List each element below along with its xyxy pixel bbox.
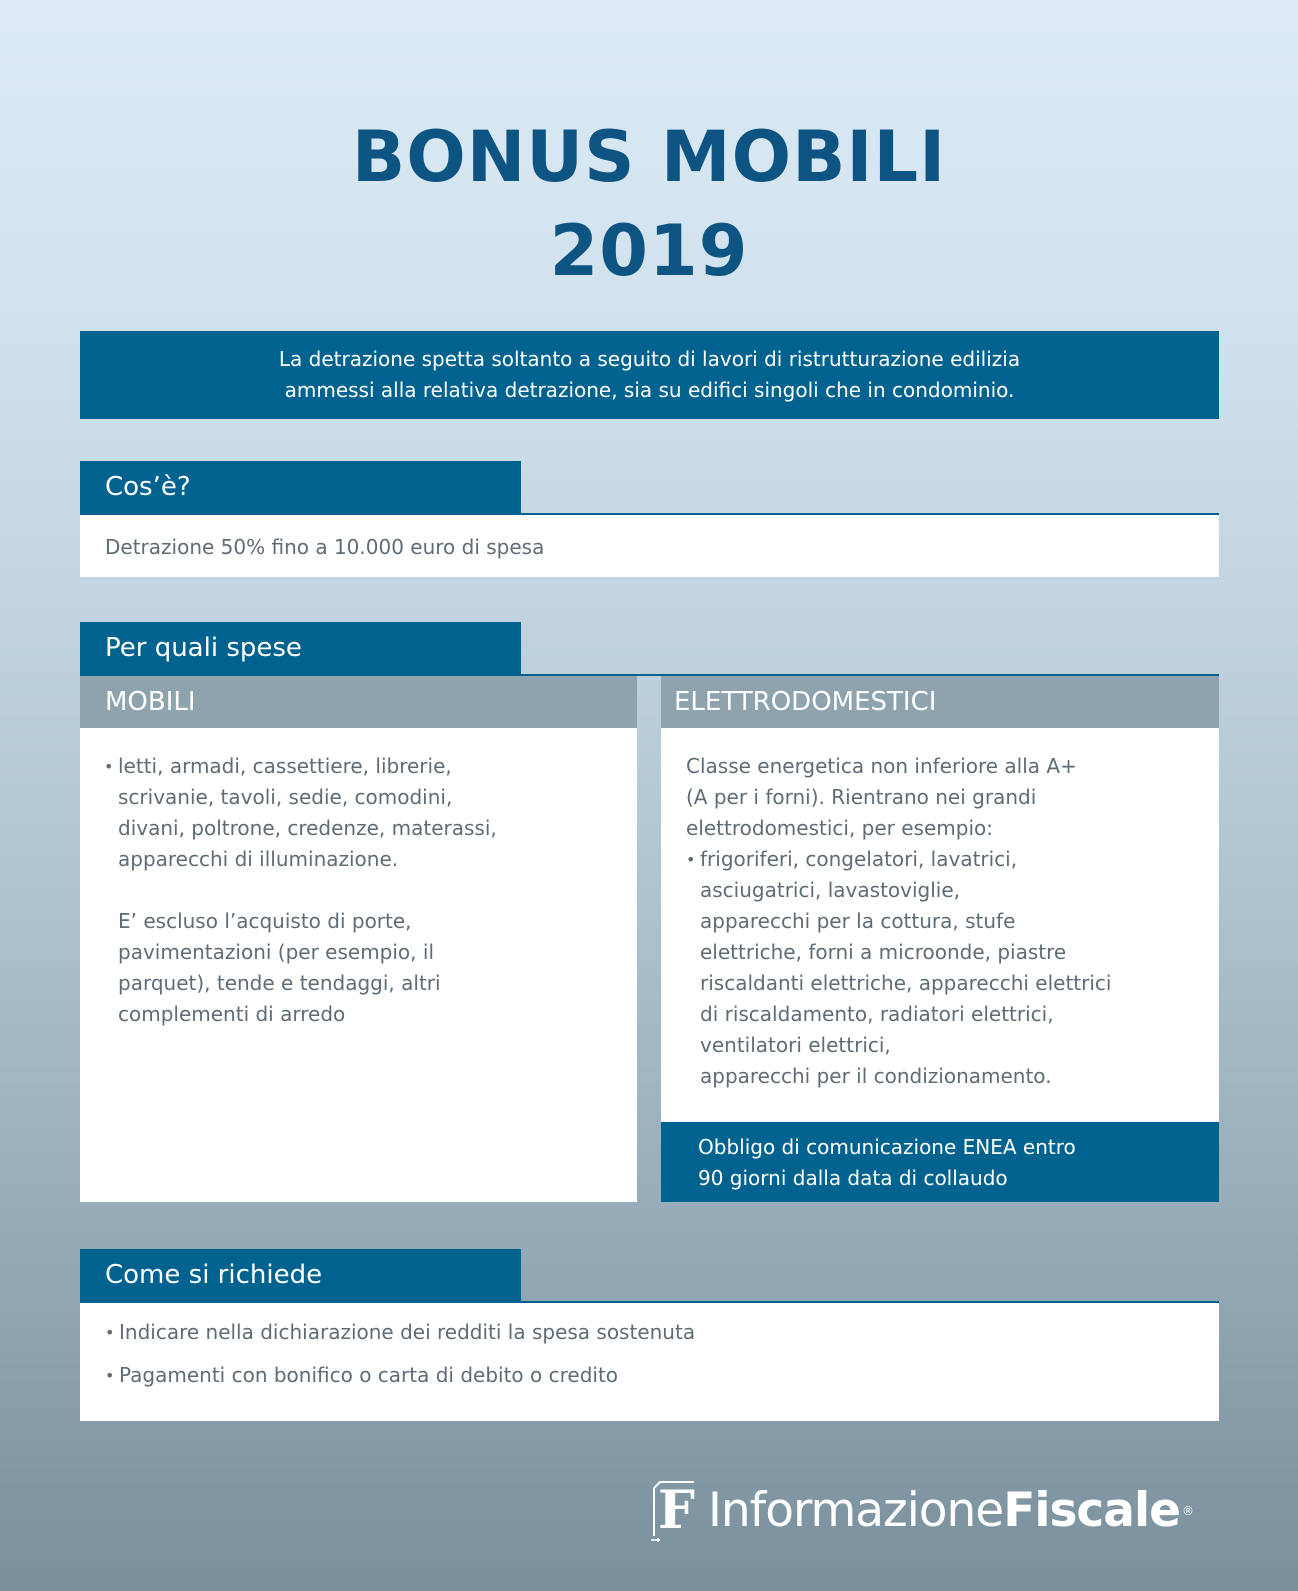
- cose-box: [80, 515, 1219, 577]
- section-heading-richiede: Come si richiede: [80, 1249, 521, 1302]
- mobili-heading: MOBILI: [80, 676, 637, 728]
- excluded-line: E’ escluso l’acquisto di porte,: [118, 909, 412, 933]
- elettro-line: riscaldanti elettriche, apparecchi elettrici: [700, 971, 1112, 995]
- logo-wordmark: [708, 1480, 1193, 1542]
- registered-mark: ®: [1182, 1504, 1193, 1518]
- richiede-item: • Pagamenti con bonifico o carta di debito o credito: [105, 1360, 1219, 1391]
- elettro-line: di riscaldamento, radiatori elettrici,: [700, 1002, 1054, 1026]
- page-title: [0, 110, 1298, 298]
- title-line-2: 2019: [549, 210, 749, 292]
- enea-line-1: Obbligo di comunicazione ENEA entro: [698, 1135, 1076, 1159]
- elettrodomestici-box: [661, 728, 1219, 1122]
- mobili-line: apparecchi di illuminazione.: [118, 847, 399, 871]
- elettro-line: apparecchi per il condizionamento.: [700, 1064, 1052, 1088]
- richiede-box: [80, 1303, 1219, 1421]
- mobili-line: scrivanie, tavoli, sedie, comodini,: [118, 785, 453, 809]
- mobili-excluded: [104, 906, 617, 1030]
- mobili-box: [80, 728, 637, 1202]
- elettro-intro-line: Classe energetica non inferiore alla A+: [686, 754, 1077, 778]
- brand-logo: [650, 1480, 1193, 1542]
- intro-line-2: ammessi alla relativa detrazione, sia su edifici singoli che in condominio.: [284, 378, 1015, 402]
- logo-part-1: Informazione: [708, 1483, 1004, 1538]
- mobili-list-item: [104, 751, 617, 875]
- excluded-line: complementi di arredo: [118, 1002, 346, 1026]
- mobili-line: divani, poltrone, credenze, materassi,: [118, 816, 497, 840]
- elettro-intro-line: elettrodomestici, per esempio:: [686, 816, 993, 840]
- enea-note: [661, 1122, 1219, 1202]
- section-heading-cose: Cos’è?: [80, 461, 521, 514]
- logo-f-icon: [650, 1480, 698, 1542]
- richiede-item: • Indicare nella dichiarazione dei redditi la spesa sostenuta: [105, 1317, 1219, 1348]
- intro-banner: [80, 331, 1219, 419]
- logo-letter: F: [658, 1480, 695, 1541]
- elettro-list-item: [686, 844, 1199, 1092]
- elettrodomestici-heading: ELETTRODOMESTICI: [661, 676, 1219, 728]
- elettro-intro-line: (A per i forni). Rientrano nei grandi: [686, 785, 1037, 809]
- elettro-intro: [686, 751, 1199, 844]
- enea-line-2: 90 giorni dalla data di collaudo: [698, 1166, 1008, 1190]
- elettro-line: apparecchi per la cottura, stufe: [700, 909, 1016, 933]
- section-heading-spese: Per quali spese: [80, 622, 521, 675]
- cose-text: Detrazione 50% fino a 10.000 euro di spesa: [105, 535, 545, 559]
- elettro-line: elettriche, forni a microonde, piastre: [700, 940, 1067, 964]
- elettro-line: ventilatori elettrici,: [700, 1033, 891, 1057]
- elettro-line: • frigoriferi, congelatori, lavatrici,: [700, 847, 1018, 871]
- title-line-1: BONUS MOBILI: [351, 116, 947, 198]
- logo-part-2: Fiscale: [1003, 1483, 1180, 1538]
- intro-line-1: La detrazione spetta soltanto a seguito di lavori di ristrutturazione edilizia: [278, 347, 1021, 371]
- mobili-line: • letti, armadi, cassettiere, librerie,: [118, 754, 452, 778]
- elettro-line: asciugatrici, lavastoviglie,: [700, 878, 961, 902]
- excluded-line: parquet), tende e tendaggi, altri: [118, 971, 441, 995]
- excluded-line: pavimentazioni (per esempio, il: [118, 940, 434, 964]
